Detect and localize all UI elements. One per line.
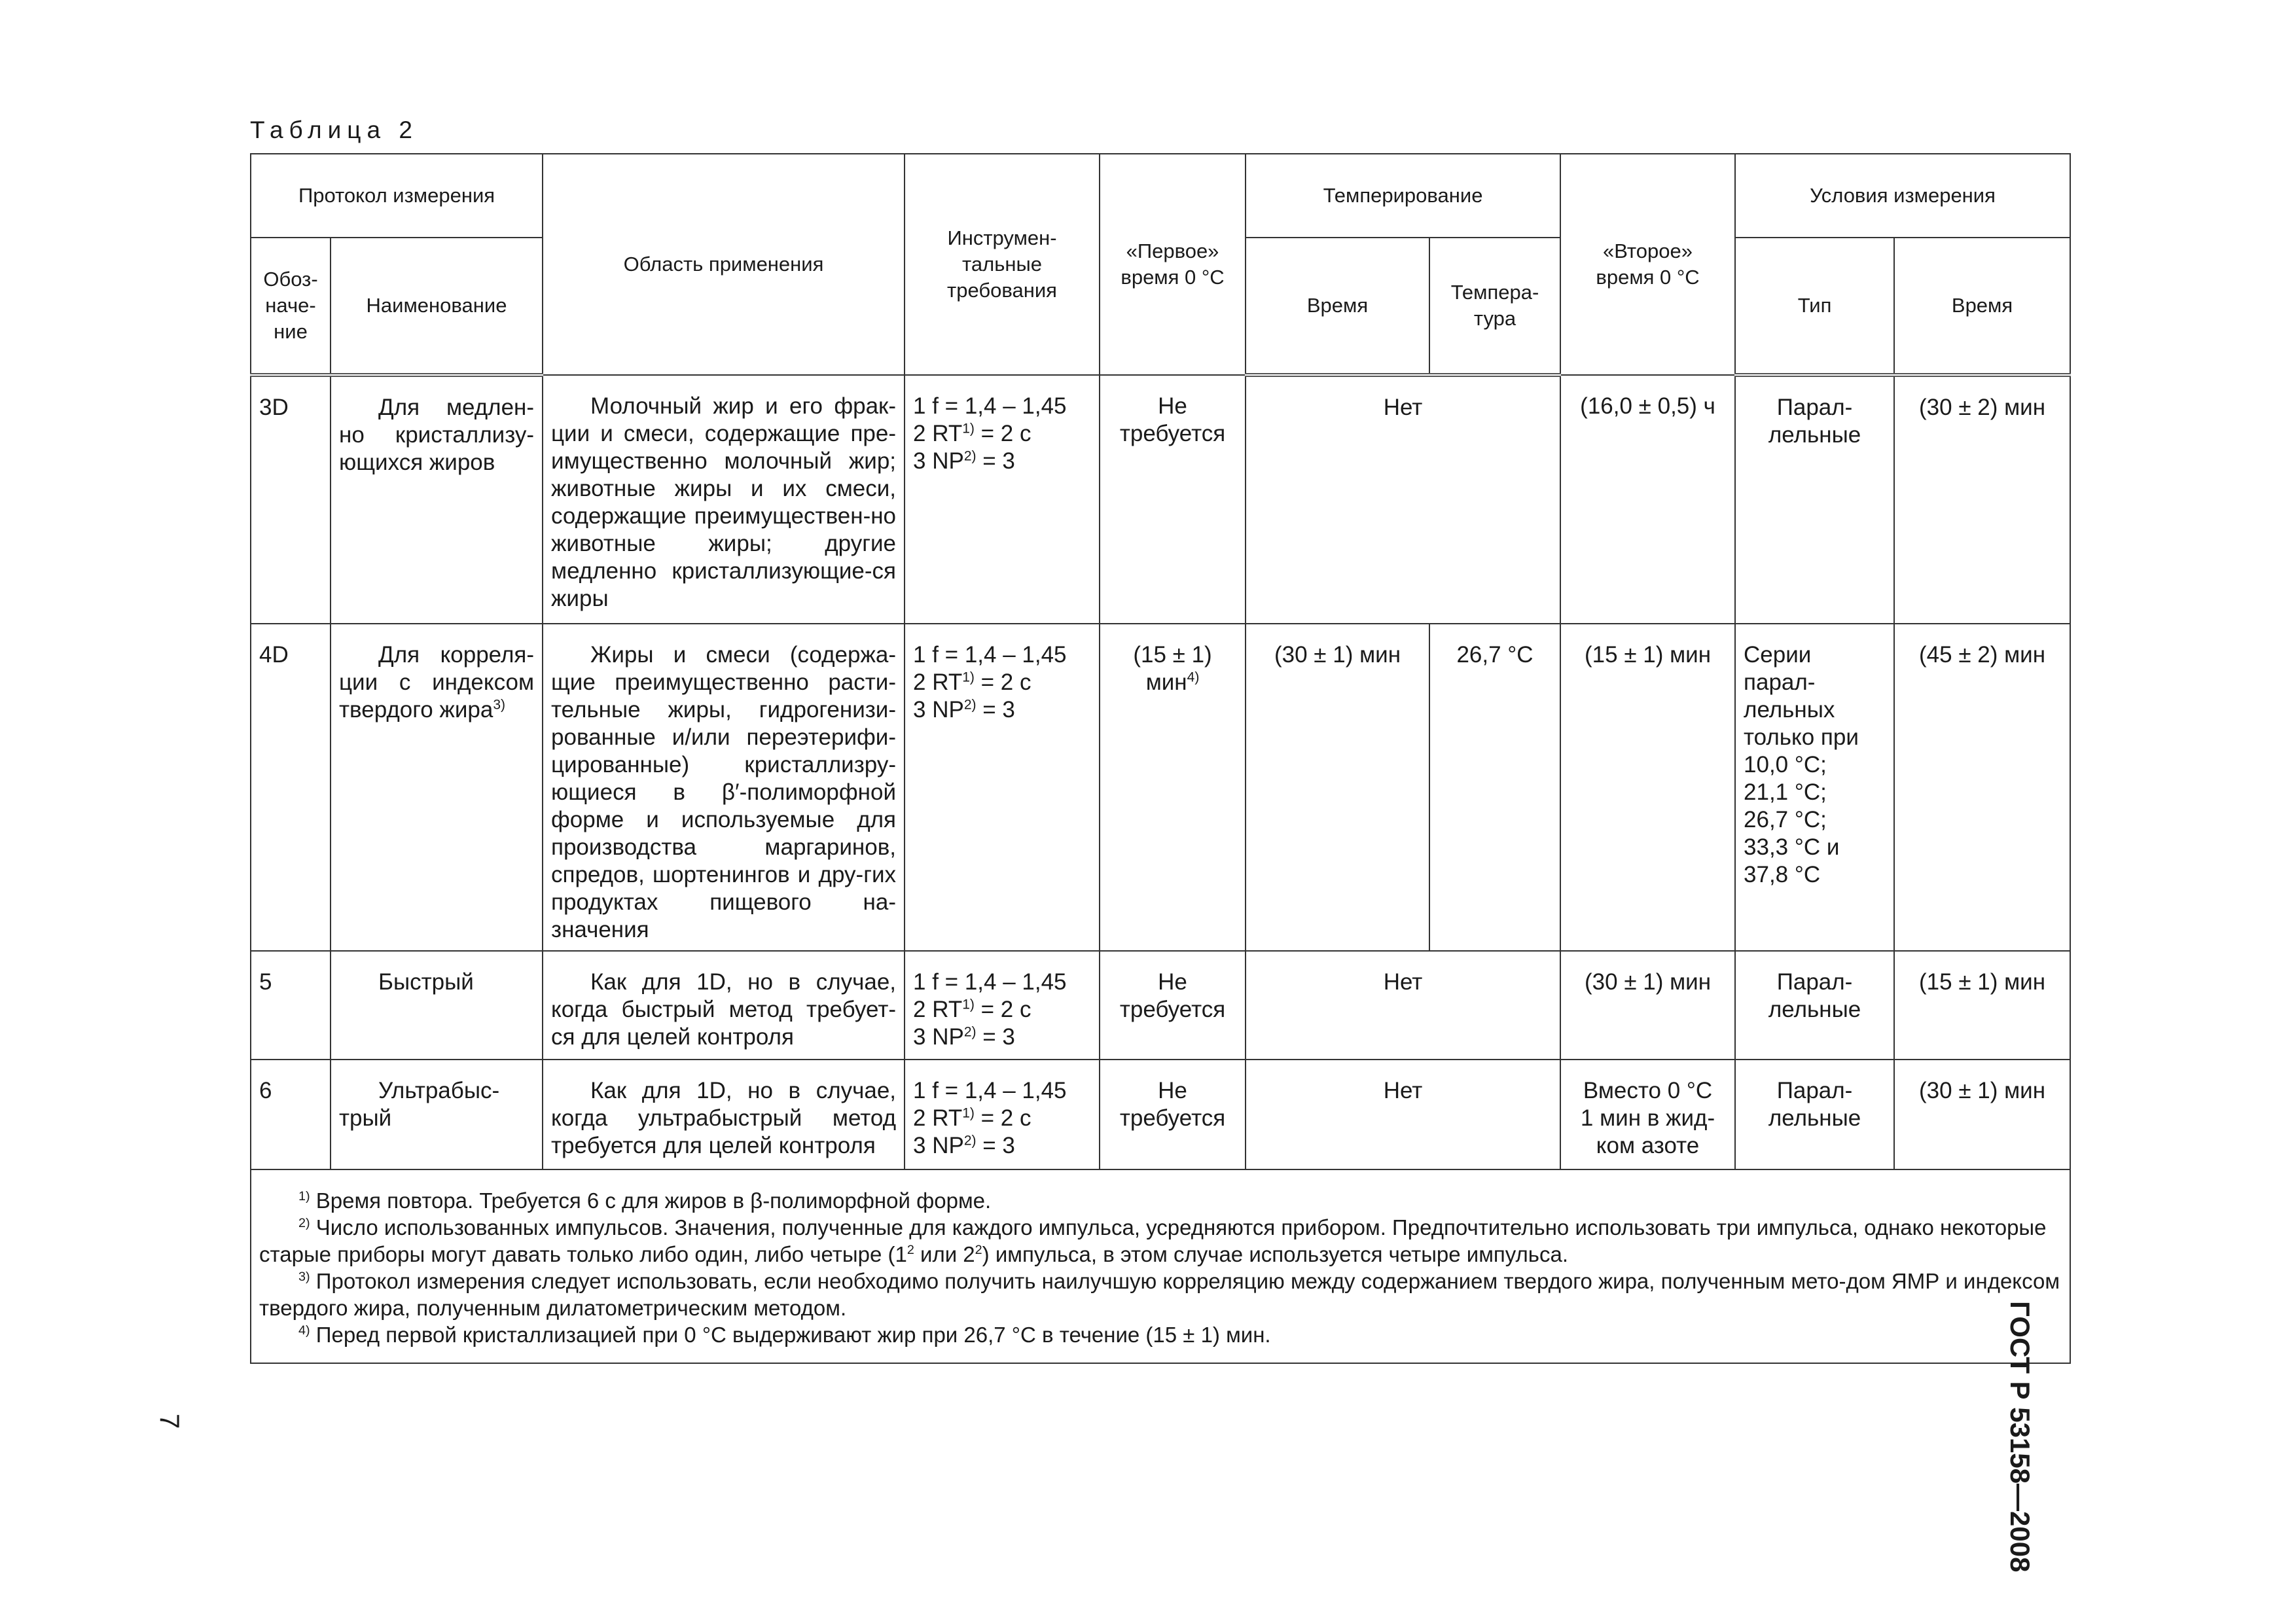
designation-cell: 4D xyxy=(251,624,331,951)
name-cell xyxy=(331,624,543,951)
header-designation: Обоз- наче- ние xyxy=(251,238,331,375)
name-cell: Для медлен-но кристаллизу-ющихся жиров xyxy=(331,375,543,624)
instrument-np-value: = 3 xyxy=(976,1133,1015,1158)
condition-type-cell: Парал- лельные xyxy=(1735,1060,1894,1169)
footnote-superscript: 2 xyxy=(906,1243,914,1257)
second-time-cell: (16,0 ± 0,5) ч xyxy=(1560,375,1735,624)
header-conditions-time: Время xyxy=(1894,238,2070,375)
footnote-ref: 2) xyxy=(963,697,977,713)
instrument-rt: 2 RT xyxy=(913,997,963,1022)
header-first-time: «Первое» время 0 °С xyxy=(1100,154,1246,375)
instrument-np: 3 NP xyxy=(913,448,964,474)
second-time-cell: Вместо 0 °С 1 мин в жид- ком азоте xyxy=(1560,1060,1735,1169)
footnote-mark: 3) xyxy=(298,1270,310,1284)
condition-type-cell: Парал- лельные xyxy=(1735,375,1894,624)
footnote-text: Протокол измерения следует использовать, если необходимо получить наилучшую корреляцию между содержанием твердого жира, полученным мето-дом ЯМР и индексом твердого жира, полученным дилатометрическим методом. xyxy=(259,1269,2060,1320)
designation-cell: 6 xyxy=(251,1060,331,1169)
footnote-ref: 1) xyxy=(962,421,975,437)
footnote-ref: 1) xyxy=(962,997,975,1012)
footnote-mark: 4) xyxy=(298,1323,310,1338)
first-time-cell: Не требуется xyxy=(1100,1060,1246,1169)
instrument-np-value: = 3 xyxy=(976,448,1015,474)
instrument-rt-value: = 2 с xyxy=(974,669,1031,695)
footnote-ref: 2) xyxy=(963,1133,977,1149)
table-row xyxy=(251,624,2070,951)
instrument-np: 3 NP xyxy=(913,1133,964,1158)
table-row xyxy=(251,951,2070,1060)
instrument-rt-value: = 2 с xyxy=(974,1105,1031,1131)
header-tempering: Темперирование xyxy=(1246,154,1560,238)
footnote-text: Число использованных импульсов. Значения, полученные для каждого импульса, усредняются прибором. Предпочтительно использовать три импульса, однако некоторые старые приборы могут давать только либо один, либо четыре (1 xyxy=(259,1215,2047,1266)
footnote-ref: 2) xyxy=(963,448,977,464)
name-text: Для корреля-ции с индексом твердого жира xyxy=(339,642,535,722)
page-number: 7 xyxy=(154,1414,185,1429)
designation-cell: 3D xyxy=(251,375,331,624)
instrument-f: 1 f = 1,4 – 1,45 xyxy=(913,969,1067,995)
instrument-np-value: = 3 xyxy=(976,697,1015,722)
scope-cell: Жиры и смеси (содержа-щие преимущественно расти-тельные жиры, гидрогенизи-рованные и/или переэтерифи-цированные) кристаллизру-ющиеся в β′-полиморфной форме и используемые для производства маргаринов, спредов, шортенингов и дру-гих продуктах пищевого на-значения xyxy=(543,624,905,951)
first-time-cell: Не требуется xyxy=(1100,951,1246,1060)
condition-type-cell: Серии парал- лельных только при 10,0 °С; 21,1 °С; 26,7 °С; 33,3 °С и 37,8 °С xyxy=(1735,624,1894,951)
first-time-cell xyxy=(1100,624,1246,951)
footnote-superscript: 2 xyxy=(975,1243,982,1257)
instrument-rt-value: = 2 с xyxy=(974,421,1031,446)
table-caption: Таблица 2 xyxy=(250,116,418,143)
instrument-f: 1 f = 1,4 – 1,45 xyxy=(913,1078,1067,1103)
instrument-np: 3 NP xyxy=(913,1024,964,1050)
instrument-cell xyxy=(905,624,1100,951)
instrument-f: 1 f = 1,4 – 1,45 xyxy=(913,642,1067,668)
condition-time-cell: (15 ± 1) мин xyxy=(1894,951,2070,1060)
header-tempering-temp: Темпера- тура xyxy=(1429,238,1560,375)
header-tempering-time: Время xyxy=(1246,238,1429,375)
designation-cell: 5 xyxy=(251,951,331,1060)
footnote-ref: 1) xyxy=(962,669,975,685)
first-time-cell: Не требуется xyxy=(1100,375,1246,624)
footnote-mark: 1) xyxy=(298,1189,310,1204)
condition-time-cell: (45 ± 2) мин xyxy=(1894,624,2070,951)
footnote-3 xyxy=(259,1268,2062,1321)
header-scope: Область применения xyxy=(543,154,905,375)
instrument-cell xyxy=(905,375,1100,624)
measurement-protocol-table xyxy=(250,153,2071,1364)
footnote-text: Перед первой кристаллизацией при 0 °С выдерживают жир при 26,7 °С в течение (15 ± 1) мин. xyxy=(315,1323,1271,1347)
instrument-rt: 2 RT xyxy=(913,421,963,446)
footnote-ref: 3) xyxy=(493,697,506,713)
first-time-text: (15 ± 1) мин xyxy=(1133,642,1212,695)
tempering-cell: Нет xyxy=(1246,1060,1560,1169)
scope-cell: Как для 1D, но в случае, когда ультрабыстрый метод требуется для целей контроля xyxy=(543,1060,905,1169)
second-time-cell: (15 ± 1) мин xyxy=(1560,624,1735,951)
tempering-temp-cell: 26,7 °С xyxy=(1429,624,1560,951)
name-cell: Быстрый xyxy=(331,951,543,1060)
footnote-2 xyxy=(259,1214,2062,1268)
instrument-rt: 2 RT xyxy=(913,669,963,695)
footnote-1 xyxy=(259,1187,2062,1214)
condition-type-cell: Парал- лельные xyxy=(1735,951,1894,1060)
footnote-4 xyxy=(259,1321,2062,1348)
instrument-np-value: = 3 xyxy=(976,1024,1015,1050)
instrument-cell xyxy=(905,951,1100,1060)
header-second-time: «Второе» время 0 °С xyxy=(1560,154,1735,375)
footnotes-cell xyxy=(251,1169,2070,1363)
table-row xyxy=(251,1060,2070,1169)
second-time-cell: (30 ± 1) мин xyxy=(1560,951,1735,1060)
name-cell: Ультрабыс-трый xyxy=(331,1060,543,1169)
condition-time-cell: (30 ± 1) мин xyxy=(1894,1060,2070,1169)
condition-time-cell: (30 ± 2) мин xyxy=(1894,375,2070,624)
footnote-text: ) импульса, в этом случае используется четыре импульса. xyxy=(982,1242,1569,1266)
footnote-text: или 2 xyxy=(914,1242,975,1266)
instrument-cell xyxy=(905,1060,1100,1169)
tempering-cell: Нет xyxy=(1246,375,1560,624)
header-instrument: Инструмен- тальные требования xyxy=(905,154,1100,375)
scope-cell: Молочный жир и его фрак-ции и смеси, содержащие пре-имущественно молочный жир; животные жиры и их смеси, содержащие преимуществен-но животные жиры; другие медленно кристаллизующие-ся жиры xyxy=(543,375,905,624)
scope-cell: Как для 1D, но в случае, когда быстрый метод требует-ся для целей контроля xyxy=(543,951,905,1060)
instrument-f: 1 f = 1,4 – 1,45 xyxy=(913,393,1067,419)
tempering-time-cell: (30 ± 1) мин xyxy=(1246,624,1429,951)
instrument-rt-value: = 2 с xyxy=(974,997,1031,1022)
header-conditions-type: Тип xyxy=(1735,238,1894,375)
footnote-ref: 2) xyxy=(963,1024,977,1040)
tempering-cell: Нет xyxy=(1246,951,1560,1060)
instrument-np: 3 NP xyxy=(913,697,964,722)
footnote-mark: 2) xyxy=(298,1216,310,1230)
footnote-ref: 4) xyxy=(1187,669,1200,685)
header-conditions: Условия измерения xyxy=(1735,154,2070,238)
table-row xyxy=(251,375,2070,624)
footnote-text: Время повтора. Требуется 6 с для жиров в β-полиморфной форме. xyxy=(315,1188,992,1213)
header-name: Наименование xyxy=(331,238,543,375)
footnote-ref: 1) xyxy=(962,1105,975,1121)
standard-identifier: ГОСТ Р 53158—2008 xyxy=(2005,1301,2036,1573)
instrument-rt: 2 RT xyxy=(913,1105,963,1131)
header-protocol: Протокол измерения xyxy=(251,154,543,238)
